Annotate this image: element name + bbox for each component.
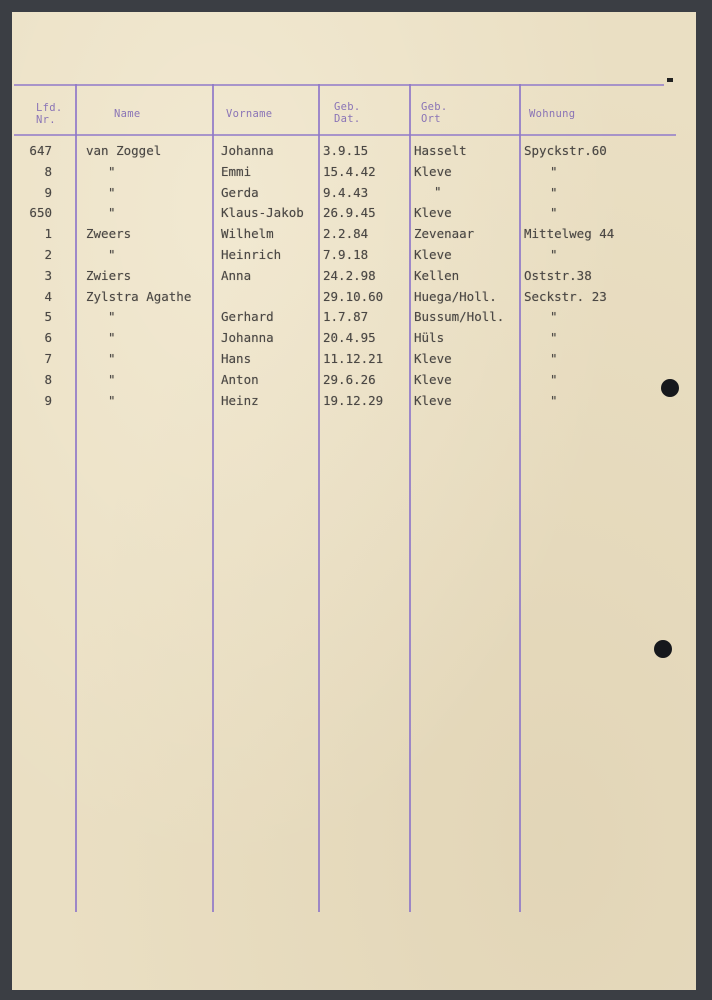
punch-hole-lower <box>654 640 672 658</box>
row-vorname: Hans <box>221 351 252 366</box>
row-name: Zweers <box>86 226 132 242</box>
row-name: " <box>108 309 116 325</box>
row-name: van Zoggel <box>86 143 162 158</box>
row-geb-dat: 26.9.45 <box>323 205 376 221</box>
header-lfd-nr-line1: Lfd. <box>36 102 63 114</box>
row-geb-dat: 2.2.84 <box>323 226 369 242</box>
row-wohnung: Oststr.38 <box>524 267 592 283</box>
row-number: 650 <box>29 205 52 221</box>
row-number: 2 <box>44 247 52 262</box>
row-wohnung: " <box>550 330 558 346</box>
row-number: 9 <box>44 184 52 200</box>
row-number: 1 <box>44 226 52 242</box>
header-wohnung: Wohnung <box>529 108 576 120</box>
header-geb-ort-line1: Geb. <box>421 101 448 113</box>
header-geb-dat-line2: Dat. <box>334 113 361 125</box>
row-name: " <box>108 205 116 221</box>
row-geb-dat: 11.12.21 <box>323 351 384 366</box>
row-number: 6 <box>44 330 52 346</box>
row-vorname: Klaus-Jakob <box>221 205 304 221</box>
row-name: " <box>108 330 116 346</box>
document-sheet <box>12 12 696 990</box>
row-vorname: Johanna <box>221 143 274 158</box>
row-vorname: Emmi <box>221 163 252 179</box>
row-vorname: Heinrich <box>221 247 282 262</box>
row-geb-ort: Kleve <box>414 163 452 179</box>
row-vorname: Gerda <box>221 184 259 200</box>
header-geb-ort <box>421 101 481 125</box>
row-number: 7 <box>44 351 52 366</box>
header-lfd-nr <box>36 102 72 126</box>
row-geb-dat: 29.10.60 <box>323 288 384 304</box>
row-vorname: Johanna <box>221 330 274 346</box>
row-name: " <box>108 163 116 179</box>
row-geb-ort: Hüls <box>414 330 445 346</box>
header-bottom-rule <box>14 134 676 136</box>
row-name: " <box>108 351 116 366</box>
row-number: 8 <box>44 371 52 387</box>
row-number: 3 <box>44 267 52 283</box>
row-vorname: Gerhard <box>221 309 274 325</box>
row-vorname: Heinz <box>221 392 259 408</box>
column-divider-1 <box>75 84 77 912</box>
row-geb-ort: Huega/Holl. <box>414 288 497 304</box>
row-number: 4 <box>44 288 52 304</box>
row-geb-ort: Kleve <box>414 205 452 221</box>
header-geb-ort-line2: Ort <box>421 113 441 125</box>
row-vorname: Anna <box>221 267 252 283</box>
header-vorname: Vorname <box>226 108 273 120</box>
row-geb-ort: Kleve <box>414 247 452 262</box>
row-name: " <box>108 184 116 200</box>
row-geb-ort: Kleve <box>414 351 452 366</box>
row-vorname: Wilhelm <box>221 226 274 242</box>
row-number: 9 <box>44 392 52 408</box>
row-geb-dat: 1.7.87 <box>323 309 369 325</box>
row-wohnung: Mittelweg 44 <box>524 226 615 242</box>
row-geb-ort: Kellen <box>414 267 460 283</box>
row-geb-ort: Zevenaar <box>414 226 475 242</box>
row-name: Zylstra Agathe <box>86 288 192 304</box>
row-name: Zwiers <box>86 267 132 283</box>
row-wohnung: " <box>550 309 558 325</box>
header-geb-dat-line1: Geb. <box>334 101 361 113</box>
row-geb-ort: Kleve <box>414 392 452 408</box>
header-top-rule <box>14 84 664 86</box>
punch-hole-upper <box>661 379 679 397</box>
row-geb-dat: 24.2.98 <box>323 267 376 283</box>
row-wohnung: " <box>550 247 558 262</box>
row-wohnung: " <box>550 205 558 221</box>
row-geb-dat: 29.6.26 <box>323 371 376 387</box>
corner-mark <box>667 78 673 82</box>
header-geb-dat <box>334 101 394 125</box>
row-wohnung: " <box>550 184 558 200</box>
row-geb-ort: Bussum/Holl. <box>414 309 505 325</box>
row-name: " <box>108 371 116 387</box>
row-geb-ort: Hasselt <box>414 143 467 158</box>
header-lfd-nr-line2: Nr. <box>36 114 56 126</box>
geb-ort-ditto: " <box>434 184 442 199</box>
row-geb-dat: 3.9.15 <box>323 143 369 158</box>
row-geb-dat: 20.4.95 <box>323 330 376 346</box>
row-geb-dat: 9.4.43 <box>323 184 369 200</box>
column-divider-3 <box>318 84 320 912</box>
row-wohnung: Spyckstr.60 <box>524 143 607 158</box>
row-geb-dat: 7.9.18 <box>323 247 369 262</box>
row-wohnung: " <box>550 392 558 408</box>
row-number: 8 <box>44 163 52 179</box>
row-geb-dat: 19.12.29 <box>323 392 384 408</box>
row-number: 647 <box>29 143 52 158</box>
row-wohnung: " <box>550 351 558 366</box>
row-name: " <box>108 392 116 408</box>
header-name: Name <box>114 108 141 120</box>
column-divider-4 <box>409 84 411 912</box>
column-divider-5 <box>519 84 521 912</box>
row-geb-dat: 15.4.42 <box>323 163 376 179</box>
row-wohnung: " <box>550 163 558 179</box>
row-geb-ort: Kleve <box>414 371 452 387</box>
row-wohnung: " <box>550 371 558 387</box>
row-number: 5 <box>44 309 52 325</box>
row-wohnung: Seckstr. 23 <box>524 288 607 304</box>
column-divider-2 <box>212 84 214 912</box>
row-name: " <box>108 247 116 262</box>
row-vorname: Anton <box>221 371 259 387</box>
